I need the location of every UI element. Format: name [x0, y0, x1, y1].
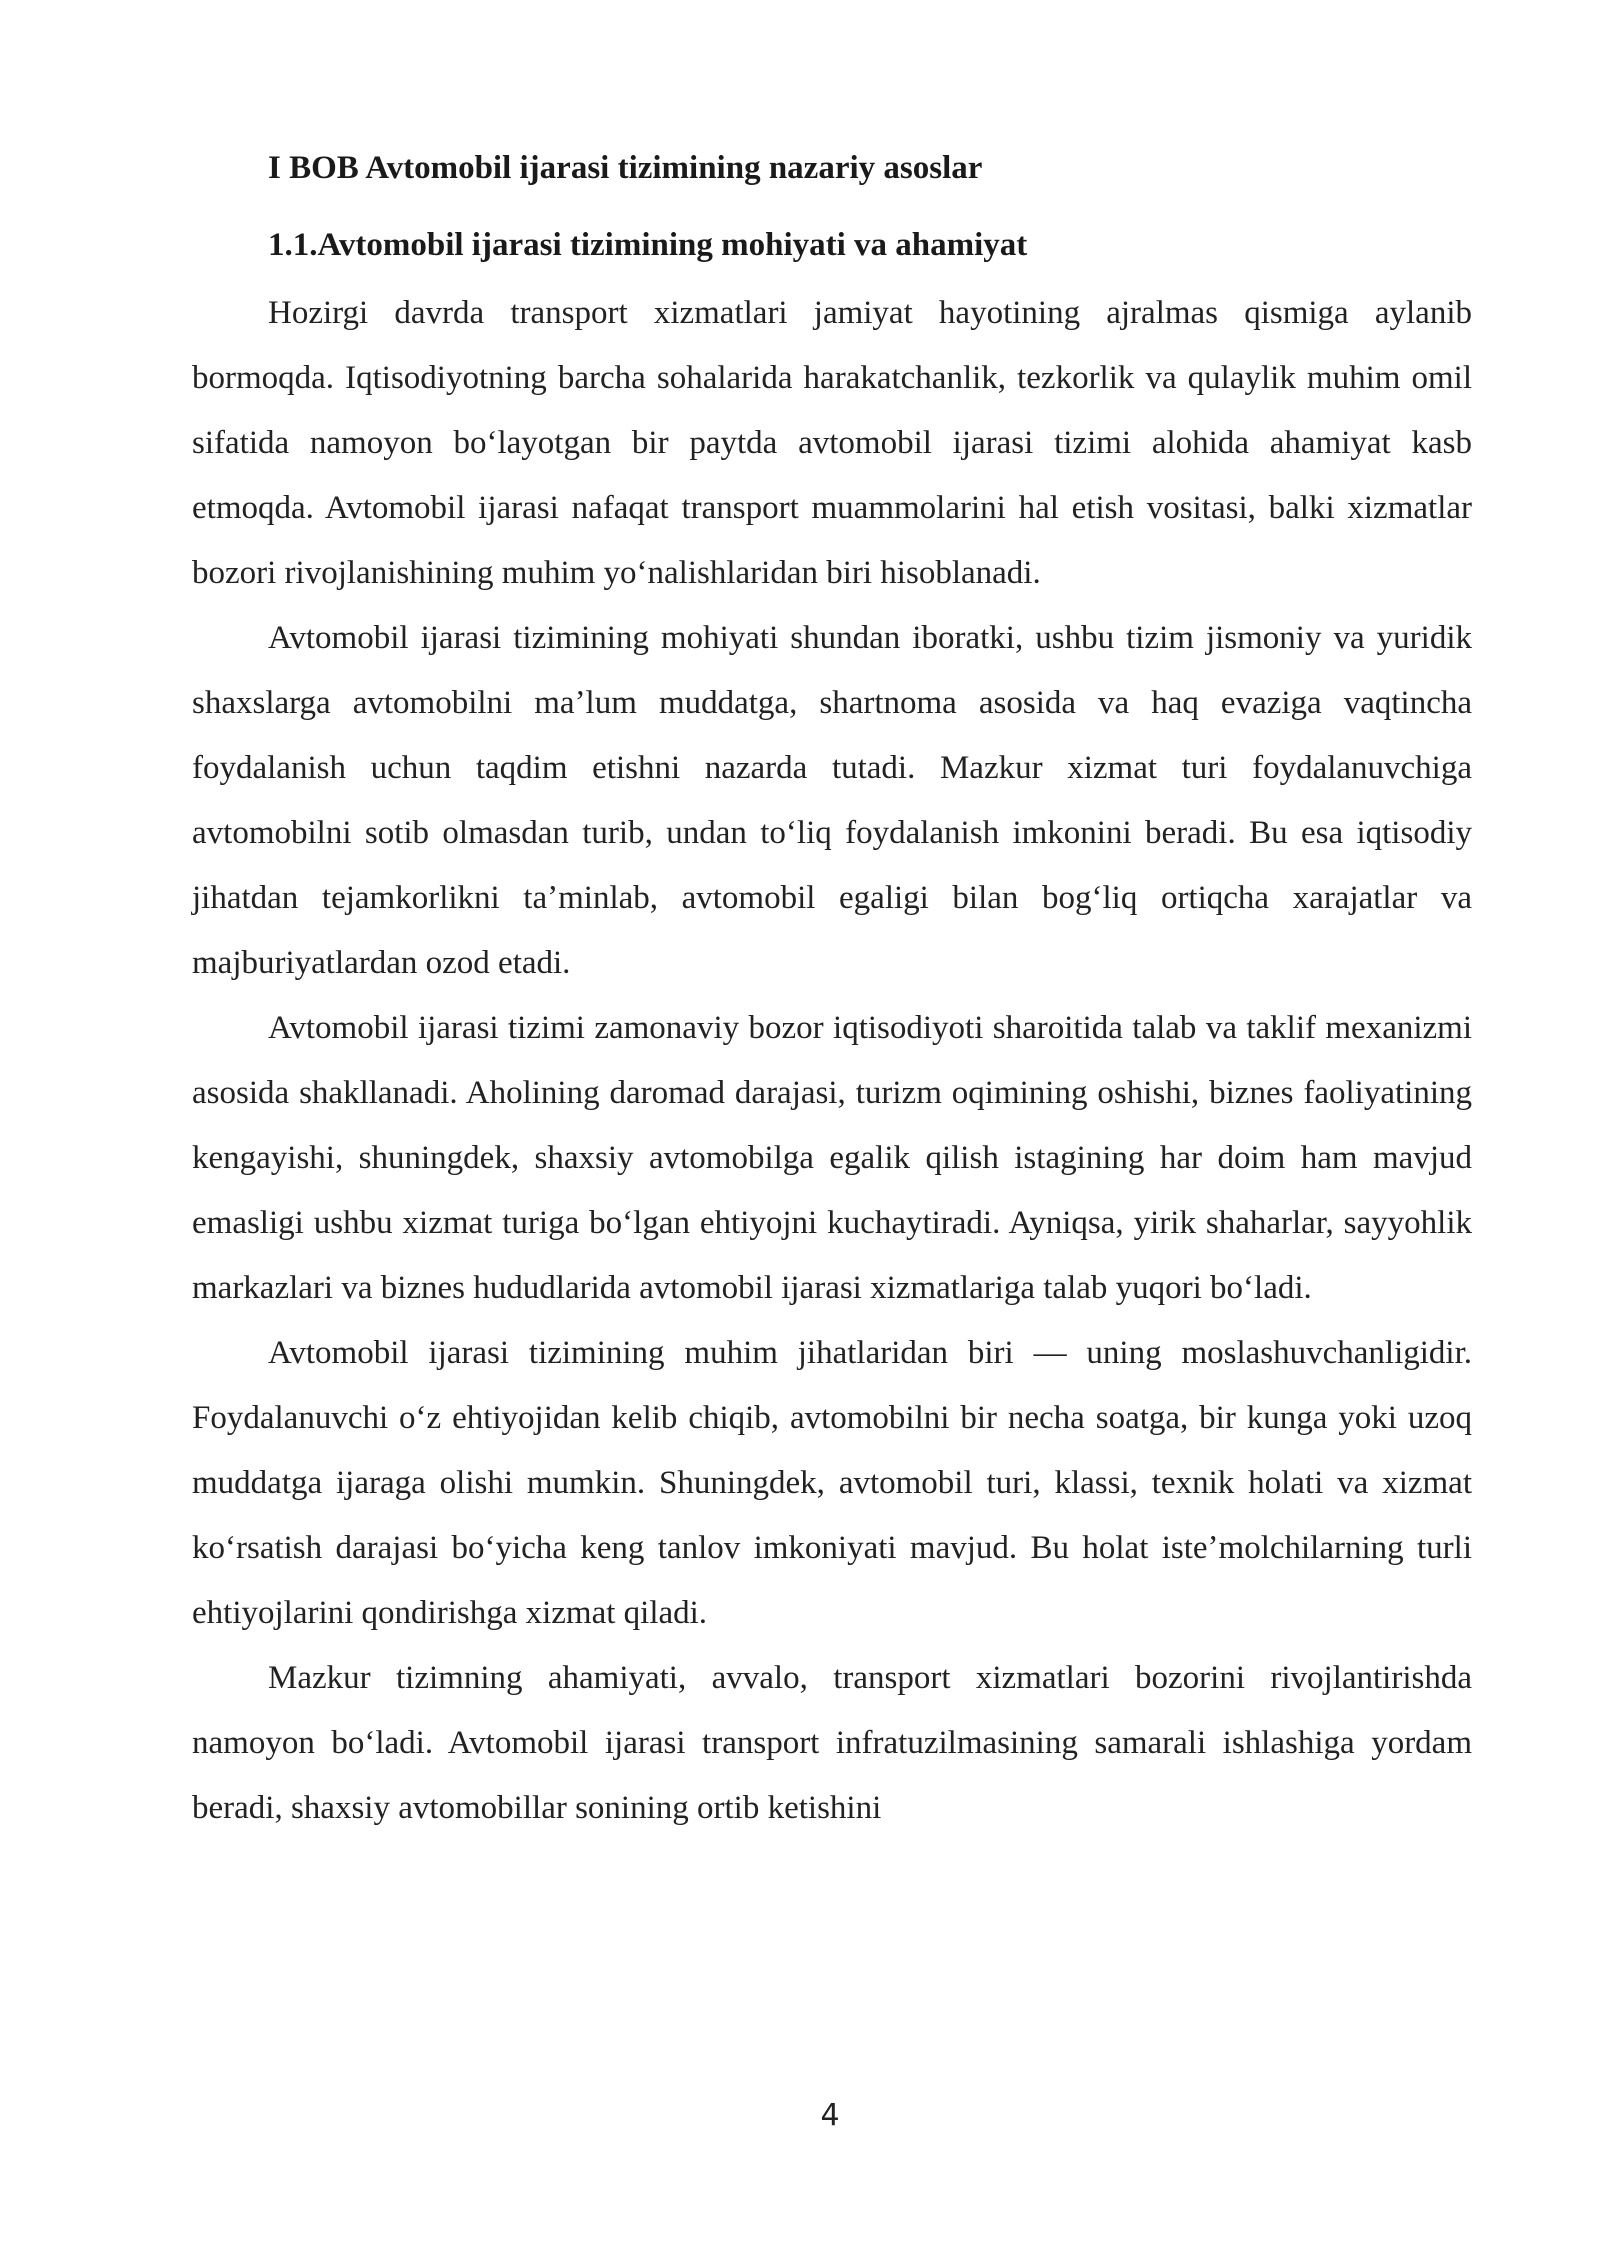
chapter-heading: I BOB Avtomobil ijarasi tizimining nazariy asoslar — [268, 150, 983, 186]
paragraph-2: Avtomobil ijarasi tizimining mohiyati shundan iboratki, ushbu tizim jismoniy va yuridik shaxslarga avtomobilni maʼlum muddatga, shartnoma asosida va haq evaziga vaqtincha foydalanish uchun taqdim etishni nazarda tutadi. Mazkur xizmat turi foydalanuvchiga avtomobilni sotib olmasdan turib, undan toʻliq foydalanish imkonini beradi. Bu esa iqtisodiy jihatdan tejamkorlikni taʼminlab, avtomobil egaligi bilan bogʻliq ortiqcha xarajatlar va majburiyatlardan ozod etadi. — [192, 620, 1472, 981]
section-heading: 1.1.Avtomobil ijarasi tizimining mohiyati va ahamiyat — [268, 227, 1028, 263]
paragraph-4: Avtomobil ijarasi tizimining muhim jihatlaridan biri — uning moslashuvchanligidir. Foydalanuvchi oʻz ehtiyojidan kelib chiqib, avtomobilni bir necha soatga, bir kunga yoki uzoq muddatga ijaraga olishi mumkin. Shuningdek, avtomobil turi, klassi, texnik holati va xizmat koʻrsatish darajasi boʻyicha keng tanlov imkoniyati mavjud. Bu holat isteʼmolchilarning turli ehtiyojlarini qondirishga xizmat qiladi. — [192, 1335, 1472, 1631]
paragraph-1: Hozirgi davrda transport xizmatlari jamiyat hayotining ajralmas qismiga aylanib bormoqda. Iqtisodiyotning barcha sohalarida harakatchanlik, tezkorlik va qulaylik muhim omil sifatida namoyon boʻlayotgan bir paytda avtomobil ijarasi tizimi alohida ahamiyat kasb etmoqda. Avtomobil ijarasi nafaqat transport muammolarini hal etish vositasi, balki xizmatlar bozori rivojlanishining muhim yoʻnalishlaridan biri hisoblanadi. — [192, 295, 1472, 591]
paragraph-3: Avtomobil ijarasi tizimi zamonaviy bozor iqtisodiyoti sharoitida talab va taklif mexanizmi asosida shakllanadi. Aholining daromad darajasi, turizm oqimining oshishi, biznes faoliyatining kengayishi, shuningdek, shaxsiy avtomobilga egalik qilish istagining har doim ham mavjud emasligi ushbu xizmat turiga boʻlgan ehtiyojni kuchaytiradi. Ayniqsa, yirik shaharlar, sayyohlik markazlari va biznes hududlarida avtomobil ijarasi xizmatlariga talab yuqori boʻladi. — [192, 1010, 1472, 1306]
page-number: 4 — [820, 2098, 840, 2133]
paragraph-5: Mazkur tizimning ahamiyati, avvalo, transport xizmatlari bozorini rivojlantirishda namoyon boʻladi. Avtomobil ijarasi transport infratuzilmasining samarali ishlashiga yordam beradi, shaxsiy avtomobillar sonining ortib ketishini — [192, 1660, 1472, 1826]
page-content — [192, 146, 1472, 1841]
